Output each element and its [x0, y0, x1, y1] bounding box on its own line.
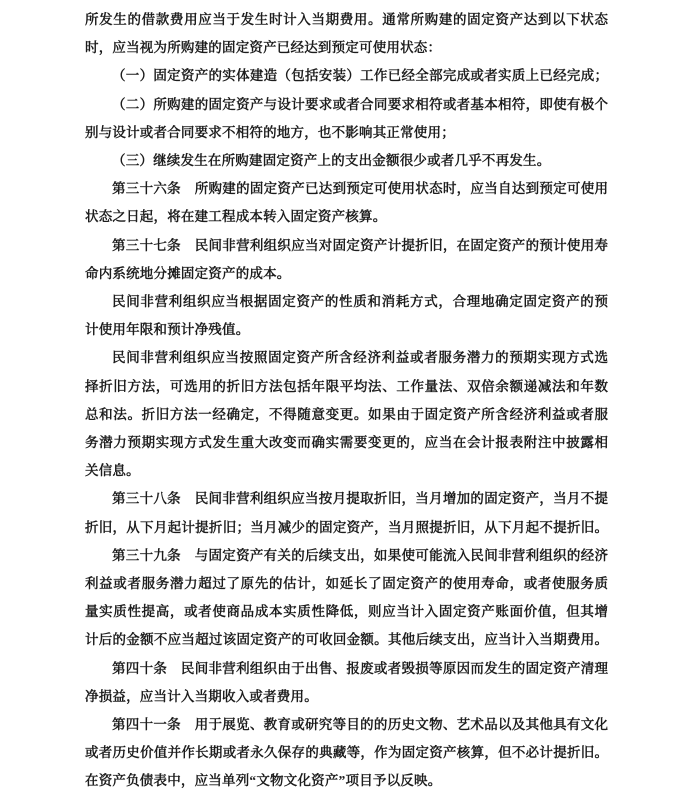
text-line: 状态之日起，将在建工程成本转入固定资产核算。: [85, 209, 387, 225]
text-line: 第四十条 民间非营利组织由于出售、报废或者毁损等原因而发生的固定资产清理: [112, 660, 608, 676]
text-line: 第三十七条 民间非营利组织应当对固定资产计提折旧，在固定资产的预计使用寿: [112, 237, 608, 253]
text-line: 折旧，从下月起计提折旧；当月减少的固定资产，当月照提折旧，从下月起不提折旧。: [85, 519, 608, 535]
text-line: 利益或者服务潜力超过了原先的估计，如延长了固定资产的使用寿命，或者使服务质: [85, 576, 608, 592]
text-line: 总和法。折旧方法一经确定，不得随意变更。如果由于固定资产所含经济利益或者服: [85, 406, 608, 422]
text-line: 计后的金额不应当超过该固定资产的可收回金额。其他后续支出，应当计入当期费用。: [85, 632, 608, 648]
text-line: （一）固定资产的实体建造（包括安装）工作已经全部完成或者实质上已经完成；: [112, 68, 608, 84]
text-block: [85, 6, 608, 796]
text-line: 第三十八条 民间非营利组织应当按月提取折旧，当月增加的固定资产，当月不提: [112, 491, 608, 507]
text-line: 第三十六条 所购建的固定资产已达到预定可使用状态时，应当自达到预定可使用: [112, 181, 608, 197]
text-line: 别与设计或者合同要求不相符的地方，也不影响其正常使用；: [85, 124, 455, 140]
text-line: （三）继续发生在所购建固定资产上的支出金额很少或者几乎不再发生。: [112, 153, 551, 169]
text-line: 第三十九条 与固定资产有关的后续支出，如果使可能流入民间非营利组织的经济: [112, 547, 608, 563]
text-line: 民间非营利组织应当根据固定资产的性质和消耗方式，合理地确定固定资产的预: [112, 294, 608, 310]
text-line: 民间非营利组织应当按照固定资产所含经济利益或者服务潜力的预期实现方式选: [112, 350, 608, 366]
text-line: 计使用年限和预计净残值。: [85, 322, 250, 338]
text-line: 量实质性提高，或者使商品成本实质性降低，则应当计入固定资产账面价值，但其增: [85, 604, 608, 620]
text-line: 时，应当视为所购建的固定资产已经达到预定可使用状态：: [85, 40, 442, 56]
text-line: 关信息。: [85, 463, 140, 479]
text-line: 择折旧方法，可选用的折旧方法包括年限平均法、工作量法、双倍余额递减法和年数: [85, 378, 608, 394]
text-line: （二）所购建的固定资产与设计要求或者合同要求相符或者基本相符，即使有极个: [112, 96, 608, 112]
text-line: 第四十一条 用于展览、教育或研究等目的的历史文物、艺术品以及其他具有文化: [112, 717, 608, 733]
text-line: 务潜力预期实现方式发生重大改变而确实需要变更的，应当在会计报表附注中披露相: [85, 435, 608, 451]
text-line: 或者历史价值并作长期或者永久保存的典藏等，作为固定资产核算，但不必计提折旧。: [85, 745, 608, 761]
text-line: 在资产负债表中，应当单列“文物文化资产”项目予以反映。: [85, 773, 442, 789]
text-line: 净损益，应当计入当期收入或者费用。: [85, 688, 318, 704]
text-line: 所发生的借款费用应当于发生时计入当期费用。通常所购建的固定资产达到以下状态: [85, 12, 608, 27]
text-line: 命内系统地分摊固定资产的成本。: [85, 265, 291, 281]
